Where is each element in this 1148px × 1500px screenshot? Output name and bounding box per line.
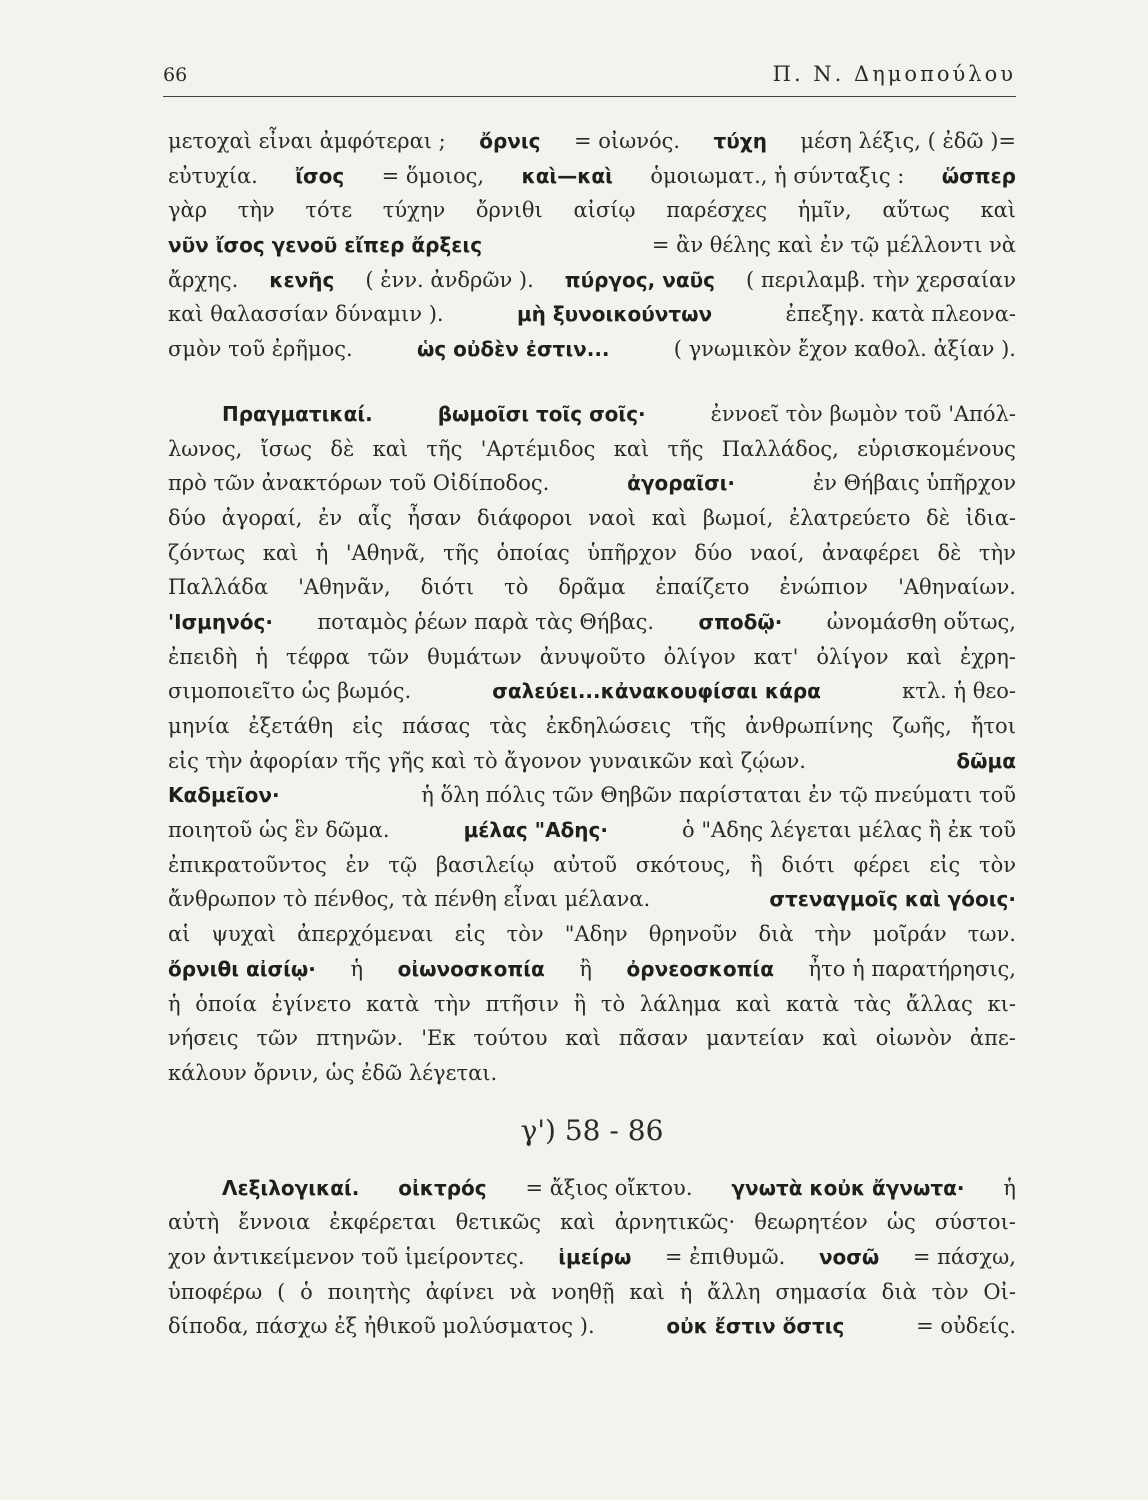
text-word: μαντείαν [706, 1026, 805, 1051]
bold-term: ἴσος [295, 163, 345, 188]
text-line [168, 297, 1016, 332]
text-run: = πάσχω, [912, 1244, 1016, 1269]
text-line [168, 744, 1016, 779]
text-run: ἡ [350, 956, 364, 981]
text-word: μηνία [168, 714, 230, 738]
text-word: ἀναφέρει [821, 540, 921, 565]
text-run: κτλ. ἡ θεο- [902, 679, 1016, 704]
text-word: ἐν [345, 852, 370, 877]
text-word: καὶ [906, 644, 943, 669]
text-word: ἐπαίζετο [655, 575, 750, 600]
text-word: τὸν [931, 1279, 969, 1304]
text-word: ἀπε- [969, 1026, 1016, 1051]
bold-term: ὀρνεοσκοπία [626, 956, 774, 981]
text-run: εἰς τὴν ἀφορίαν τῆς γῆς καὶ τὸ ἄγονον γυναικῶν καὶ ζῴων. [168, 748, 806, 773]
text-run: = ἂν θέλης καὶ ἐν τῷ μέλλοντι νὰ [651, 233, 1016, 258]
text-word: διότι [420, 575, 475, 600]
text-word: ἀγοραί, [221, 505, 303, 530]
text-run: εὐτυχία. [168, 163, 258, 188]
paragraph-lexical-notes [168, 1171, 1016, 1344]
text-word: καὶ [565, 1026, 601, 1051]
text-word: θρηνοῦν [648, 922, 738, 947]
text-word: τῶν [367, 644, 410, 669]
text-word: μοῖράν [872, 922, 947, 947]
text-line [168, 228, 1016, 263]
text-run: ὁ "Αδης λέγεται μέλας ἢ ἐκ τοῦ [682, 818, 1016, 843]
text-word: Οἰ- [983, 1279, 1016, 1304]
text-line [168, 778, 1016, 813]
text-word: τὴν [237, 198, 275, 223]
text-word: πᾶσαν [618, 1026, 689, 1051]
text-word: κατὰ [786, 991, 840, 1016]
text-run: μέση λέξις, ( ἐδῶ )= [800, 129, 1016, 153]
paragraph-gap [168, 367, 1016, 397]
text-word: ὄρνιθι [475, 198, 543, 223]
text-word: αἷς [357, 505, 392, 530]
text-word: ἡ [679, 1279, 693, 1304]
text-word: αἰσίῳ [573, 198, 636, 223]
text-line [168, 1309, 1016, 1344]
running-title: Π. Ν. Δημοπούλου [772, 62, 1016, 86]
text-word: λωνος, [168, 436, 243, 461]
text-word: ὁ [300, 1279, 313, 1304]
text-word: καὶ [372, 436, 409, 461]
text-line [168, 432, 1016, 467]
text-word: ὁποία [195, 991, 257, 1016]
text-word: ἀφίνει [425, 1279, 495, 1304]
text-word: δὲ [330, 436, 355, 461]
text-word: ὡς [886, 1210, 916, 1235]
text-run: ποταμὸς ῥέων παρὰ τὰς Θήβας. [317, 609, 655, 634]
bold-term: σαλεύει...κἀνακουφίσαι κάρα [492, 679, 821, 704]
page-body [168, 124, 1016, 1344]
section-heading: γ') 58 - 86 [520, 1114, 664, 1148]
text-word: ἀπερχόμεναι [297, 922, 434, 947]
text-word: νὰ [509, 1279, 537, 1304]
text-word: διὰ [758, 922, 794, 947]
text-word: ναοὶ [588, 505, 637, 530]
text-word: πάσας [402, 714, 471, 738]
text-word: ἄλλη [707, 1279, 761, 1304]
text-word: σκότους, [635, 852, 732, 877]
text-word: ἐκφέρεται [329, 1210, 437, 1235]
text-line [168, 813, 1016, 848]
text-line [168, 1171, 1016, 1206]
text-run: = οὐδείς. [916, 1314, 1016, 1339]
text-word: τὰς [853, 991, 892, 1016]
bold-term: μέλας "Αδης· [463, 818, 608, 843]
text-word: ναοί, [749, 540, 805, 565]
text-word: διὰ [881, 1279, 917, 1304]
text-word: τούτου [473, 1026, 548, 1051]
text-word: ἡ [168, 991, 181, 1016]
text-word: ἐκδηλώσεις [545, 714, 672, 738]
text-run: ( γνωμικὸν ἔχον καθολ. ἀξίαν ). [673, 337, 1016, 362]
text-line [168, 882, 1016, 917]
text-line [168, 1205, 1016, 1240]
text-word: τὴν [433, 991, 471, 1016]
bold-term: κενῆς [269, 267, 335, 292]
page-number: 66 [163, 64, 188, 86]
bold-term: οὐκ ἔστιν ὅστις [666, 1314, 845, 1339]
text-word: θυμάτων [427, 644, 522, 669]
bold-term: στεναγμοῖς καὶ γόοις· [769, 887, 1016, 912]
text-word: καὶ [629, 1279, 665, 1304]
bold-term: ὄρνις [479, 129, 541, 153]
text-line [168, 1056, 1016, 1091]
text-word: ἄλλας [906, 991, 973, 1016]
text-word: δύο [168, 505, 207, 530]
text-word: τὸ [600, 991, 626, 1016]
text-word: φέρει [853, 852, 911, 877]
text-word: τῆς [690, 714, 727, 738]
bold-term: Πραγματικαί. [222, 401, 373, 426]
text-word: ἡ [255, 644, 268, 669]
text-word: καὶ [735, 991, 772, 1016]
bold-term: τύχη [713, 129, 767, 153]
text-line [168, 466, 1016, 501]
text-word: ζόντως [168, 540, 246, 565]
text-line [168, 536, 1016, 571]
text-run: ὠνομάσθη οὕτως, [826, 609, 1016, 634]
text-word: Παλλάδος, [721, 436, 839, 461]
text-line [168, 1021, 1016, 1056]
text-word: ἢ [573, 991, 587, 1016]
bold-term: οἰωνοσκοπία [397, 956, 545, 981]
text-word: τῶν [256, 1026, 299, 1051]
text-word: ὁποίας [496, 540, 570, 565]
text-run: = ἐπιθυμῶ. [664, 1244, 786, 1269]
text-word: νήσεις [168, 1026, 239, 1051]
text-word: τὸ [504, 575, 529, 600]
text-run: ( περιλαμβ. τὴν χερσαίαν [745, 267, 1016, 292]
text-word: τὴν [978, 540, 1016, 565]
text-line [168, 1240, 1016, 1275]
bold-term: ὥσπερ [941, 163, 1016, 188]
text-word: καὶ [613, 436, 650, 461]
text-word: 'Εκ [421, 1026, 456, 1051]
text-word: τέφρα [285, 644, 350, 669]
text-word: ἐλατρεύετο [788, 505, 911, 530]
text-word: πτηνῶν. [315, 1026, 404, 1051]
text-word: 'Αθηνᾶν, [298, 575, 391, 600]
text-line [168, 640, 1016, 675]
text-run: ὁμοιωματ., ἡ σύνταξις : [650, 163, 905, 188]
text-word: ψυχαὶ [211, 922, 276, 947]
bold-term: βωμοῖσι τοῖς σοῖς· [437, 401, 646, 426]
text-word: δὲ [937, 540, 962, 565]
text-word: τότε [305, 198, 353, 223]
text-word: ἐπικρατοῦντος [168, 852, 327, 877]
text-word: αὐτὴ [168, 1210, 220, 1235]
bold-term: Λεξιλογικαί. [222, 1175, 360, 1200]
bold-term: καὶ—καὶ [521, 163, 613, 188]
bold-term: ἀγοραῖσι· [627, 471, 736, 496]
text-word: Παλλάδα [168, 575, 269, 600]
text-run: πρὸ τῶν ἀνακτόρων τοῦ Οἰδίποδος. [168, 471, 550, 496]
text-word: βωμοί, [702, 505, 774, 530]
text-line [168, 605, 1016, 640]
text-word: καὶ [651, 505, 688, 530]
bold-term: πύργος, ναῦς [564, 267, 715, 292]
bold-term: νῦν ἴσος γενοῦ εἴπερ ἄρξεις [168, 233, 483, 258]
bold-term: γνωτὰ κοὐκ ἄγνωτα· [731, 1175, 965, 1200]
text-word: 'Αθηναίων. [898, 575, 1016, 600]
text-line [168, 570, 1016, 605]
text-word: ἐν [318, 505, 343, 530]
text-word: τύχην [382, 198, 446, 223]
text-word: ὀλίγον [663, 644, 736, 669]
text-line [168, 193, 1016, 228]
bold-term: ὡς οὐδὲν ἐστιν... [416, 337, 610, 362]
text-word: γὰρ [168, 198, 208, 223]
text-word: "Αδην [564, 922, 628, 947]
text-run: ἐπεξηγ. κατὰ πλεονα- [785, 302, 1016, 327]
text-word: τὸν [506, 922, 544, 947]
text-word: κατὰ [366, 991, 420, 1016]
text-run: ἡ ὅλη πόλις τῶν Θηβῶν παρίσταται ἐν τῷ πνεύματι τοῦ [421, 783, 1016, 808]
text-word: βασιλείῳ [435, 852, 535, 877]
text-word: διάφοροι [477, 505, 573, 530]
page-header [163, 60, 1016, 90]
text-word: τὴν [814, 922, 852, 947]
text-word: σημασία [775, 1279, 867, 1304]
text-word: αἱ [168, 922, 191, 947]
text-run: ἄρχης. [168, 267, 239, 292]
text-run: = ὅμοιος, [381, 163, 485, 188]
text-line [168, 917, 1016, 952]
bold-term: ὄρνιθι αἰσίῳ· [168, 956, 316, 981]
text-word: λάλημα [639, 991, 722, 1016]
text-word: ἰδια- [965, 505, 1016, 530]
text-line [168, 124, 1016, 159]
text-run: ποιητοῦ ὡς ἓν δῶμα. [168, 818, 390, 843]
text-word: ἔννοια [238, 1210, 311, 1235]
text-run: μετοχαὶ εἶναι ἀμφότεραι ; [168, 129, 446, 153]
text-word: εἰς [454, 922, 486, 947]
text-word: τῆς [667, 436, 704, 461]
text-word: ἦσαν [407, 505, 462, 530]
text-run: ἡ [1003, 1175, 1016, 1200]
text-run: = ἄξιος οἴκτου. [525, 1175, 693, 1200]
text-word: δρᾶμα [558, 575, 626, 600]
text-word: ἴσως [260, 436, 313, 461]
header-rule [163, 96, 1016, 97]
text-line [168, 263, 1016, 298]
text-run: καὶ θαλασσίαν δύναμιν ). [168, 302, 444, 327]
text-line [168, 709, 1016, 744]
bold-term: 'Ισμηνός· [168, 609, 273, 634]
text-word: δὲ [926, 505, 950, 530]
text-word: ἀνθρωπίνης [745, 714, 874, 738]
text-run: κάλουν ὄρνιν, ὡς ἐδῶ λέγεται. [168, 1060, 498, 1085]
text-word: τὰς [489, 714, 527, 738]
text-word: ἐνώπιον [779, 575, 869, 600]
text-run: ἢ [579, 956, 592, 981]
text-word: νοηθῇ [551, 1279, 615, 1304]
text-line [168, 987, 1016, 1022]
text-word: ἐξετάθη [248, 714, 334, 738]
text-word: οἰωνὸν [875, 1026, 952, 1051]
text-word: των. [967, 922, 1016, 947]
text-line [168, 848, 1016, 883]
text-run: ἦτο ἡ παρατήρησις, [808, 956, 1016, 981]
text-word: ἢ [750, 852, 763, 877]
text-word: τὸν [978, 852, 1016, 877]
text-word: θεωρητέον [754, 1210, 868, 1235]
text-word: ( [277, 1279, 286, 1304]
text-line [168, 501, 1016, 536]
text-word: παρέσχες [666, 198, 768, 223]
text-line [168, 397, 1016, 432]
bold-term: ἱμείρω [558, 1244, 632, 1269]
text-word: σύστοι- [934, 1210, 1016, 1235]
text-word: ζωῆς, [892, 714, 952, 738]
bold-term: οἰκτρός [398, 1175, 487, 1200]
text-run: σμὸν τοῦ ἐρῆμος. [168, 337, 353, 362]
text-run: ἐν Θήβαις ὑπῆρχον [812, 471, 1016, 496]
text-word: ἤτοι [970, 714, 1016, 738]
text-word: εἰς [352, 714, 384, 738]
text-word: καὶ [560, 1210, 596, 1235]
text-word: ἐπειδὴ [168, 644, 238, 669]
text-run: ἐννοεῖ τὸν βωμὸν τοῦ 'Απόλ- [710, 401, 1016, 426]
text-word: ὑποφέρω [168, 1279, 263, 1304]
text-word: εὑρισκομένους [857, 436, 1016, 461]
text-word: εἰς [929, 852, 961, 877]
text-word: κι- [987, 991, 1016, 1016]
text-word: κατ' [753, 644, 799, 669]
text-line [168, 674, 1016, 709]
bold-term: δῶμα [956, 748, 1016, 773]
text-run: ( ἐνν. ἀνδρῶν ). [365, 267, 534, 292]
text-word: πτῆσιν [485, 991, 559, 1016]
text-word: ἀνυψοῦτο [539, 644, 646, 669]
text-word: ἡμῖν, [797, 198, 852, 223]
paragraph-factual-notes [168, 397, 1016, 1091]
bold-term: μὴ ξυνοικούντων [516, 302, 713, 327]
text-word: αὕτως [882, 198, 950, 223]
text-word: καὶ [262, 540, 299, 565]
text-word: τῆς [443, 540, 480, 565]
bold-term: σποδῷ· [698, 609, 783, 634]
text-run: ἄνθρωπον τὸ πένθος, τὰ πένθη εἶναι μέλανα. [168, 887, 651, 912]
paragraph-vocabulary-notes [168, 124, 1016, 367]
text-word: 'Αθηνᾶ, [345, 540, 426, 565]
text-word: τῆς [426, 436, 463, 461]
text-run: σιμοποιεῖτο ὡς βωμός. [168, 679, 412, 704]
text-run: χον ἀντικείμενον τοῦ ἱμείροντες. [168, 1244, 525, 1269]
text-run: = οἰωνός. [573, 129, 681, 153]
text-word: ἡ [315, 540, 329, 565]
text-line [168, 332, 1016, 367]
text-line [168, 1275, 1016, 1310]
text-word: δύο [694, 540, 733, 565]
text-word: ἐγίνετο [271, 991, 352, 1016]
text-word: ποιητὴς [327, 1279, 411, 1304]
text-word: 'Αρτέμιδος [480, 436, 596, 461]
text-line [168, 952, 1016, 987]
text-word: καὶ [980, 198, 1016, 223]
text-word: διότι [781, 852, 835, 877]
text-word: ἐχρη- [959, 644, 1016, 669]
text-word: ἀρνητικῶς· [614, 1210, 736, 1235]
text-line [168, 159, 1016, 194]
bold-term: νοσῶ [818, 1244, 880, 1269]
text-word: ὀλίγον [816, 644, 889, 669]
text-word: αὐτοῦ [553, 852, 617, 877]
text-word: ὑπῆρχον [587, 540, 677, 565]
text-word: τῷ [388, 852, 418, 877]
text-word: θετικῶς [455, 1210, 541, 1235]
bold-term: Καδμεῖον· [168, 783, 280, 808]
text-run: δίποδα, πάσχω ἐξ ἠθικοῦ μολύσματος ). [168, 1314, 595, 1339]
text-word: καὶ [822, 1026, 858, 1051]
